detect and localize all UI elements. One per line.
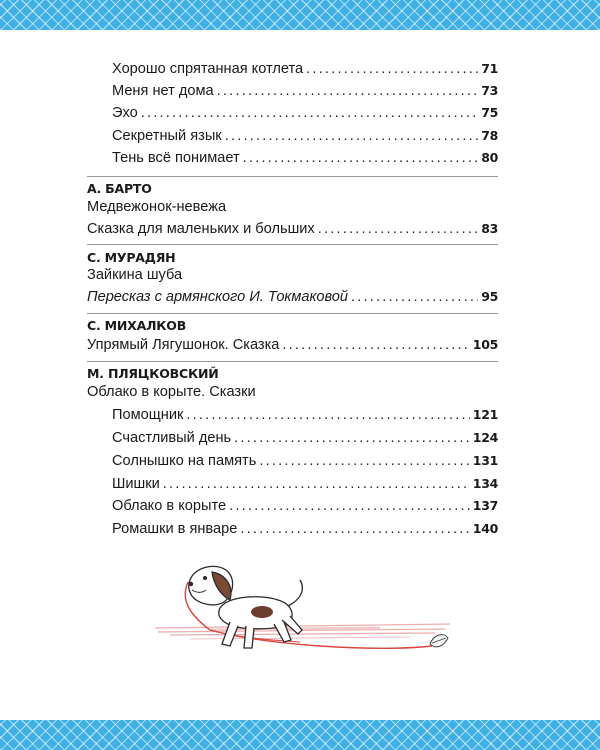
toc-leader-dots — [229, 495, 470, 517]
author-name: М. ПЛЯЦКОВСКИЙ — [87, 366, 219, 381]
toc-leader-dots — [163, 473, 470, 495]
toc-entry-page: 131 — [472, 453, 498, 468]
toc-entry[interactable] — [87, 450, 498, 472]
toc-entry[interactable] — [87, 102, 498, 124]
toc-entry-title: Секретный язык — [112, 128, 222, 144]
toc-leader-dots — [351, 286, 478, 308]
toc-leader-dots — [282, 334, 469, 356]
toc-entry[interactable] — [87, 404, 498, 426]
toc-entry-title: Счастливый день — [112, 430, 232, 446]
toc-entry-title: Зайкина шуба — [87, 267, 183, 283]
toc-entry[interactable] — [87, 218, 498, 240]
toc-leader-dots — [141, 102, 478, 124]
toc-entry-page: 83 — [481, 221, 498, 236]
toc-entry-page: 80 — [481, 150, 498, 165]
toc-entry-page: 124 — [472, 430, 498, 445]
toc-entry-title: Солнышко на память — [112, 453, 257, 469]
toc-entry-page: 95 — [481, 289, 498, 304]
toc-leader-dots — [234, 427, 470, 449]
toc-collection-title — [87, 264, 498, 286]
toc-entry-page: 140 — [472, 521, 498, 536]
toc-entry-title: Меня нет дома — [112, 83, 214, 99]
puppy-spot — [251, 606, 273, 618]
toc-entry[interactable] — [87, 334, 498, 356]
toc-entry-title: Сказка для маленьких и больших — [87, 221, 315, 237]
toc-entry-title: Облако в корыте — [112, 498, 227, 514]
toc-entry-title: Облако в корыте. Сказки — [87, 384, 256, 400]
toc-entry-page: 71 — [481, 61, 498, 76]
toc-entry[interactable] — [87, 473, 498, 495]
toc-entry[interactable] — [87, 427, 498, 449]
toc-entry[interactable] — [87, 125, 498, 147]
toc-leader-dots — [259, 450, 469, 472]
toc-entry-title: Упрямый Лягушонок. Сказка — [87, 337, 280, 353]
toc-entry-page: 105 — [472, 337, 498, 352]
toc-entry-page: 75 — [481, 105, 498, 120]
toc-leader-dots — [217, 80, 479, 102]
puppy-eye — [203, 576, 207, 580]
toc-entry-page: 73 — [481, 83, 498, 98]
section-divider — [87, 176, 498, 177]
leaf-icon — [430, 635, 448, 647]
toc-entry-title: Тень всё понимает — [112, 150, 240, 166]
toc-entry[interactable] — [87, 58, 498, 80]
toc-entry[interactable] — [87, 286, 498, 308]
top-decorative-band — [0, 0, 600, 30]
puppy-nose — [189, 582, 193, 586]
toc-leader-dots — [186, 404, 469, 426]
toc-entry-title: Пересказ с армянского И. Токмаковой — [87, 289, 348, 305]
toc-entry-page: 78 — [481, 128, 498, 143]
toc-entry[interactable] — [87, 495, 498, 517]
toc-entry[interactable] — [87, 518, 498, 540]
toc-entry-page: 134 — [472, 476, 498, 491]
toc-entry-page: 137 — [472, 498, 498, 513]
section-divider — [87, 313, 498, 314]
author-name: С. МУРАДЯН — [87, 250, 176, 265]
toc-leader-dots — [225, 125, 479, 147]
toc-entry[interactable] — [87, 80, 498, 102]
floor-strokes — [155, 624, 450, 639]
toc-entry-title: Медвежонок-невежа — [87, 199, 227, 215]
toc-leader-dots — [306, 58, 478, 80]
toc-entry-title: Эхо — [112, 105, 138, 121]
author-name: А. БАРТО — [87, 181, 152, 196]
toc-collection-title — [87, 196, 498, 218]
toc-leader-dots — [240, 518, 469, 540]
bottom-decorative-band — [0, 720, 600, 750]
toc-leader-dots — [318, 218, 478, 240]
toc-entry[interactable] — [87, 147, 498, 169]
toc-entry-title: Помощник — [112, 407, 184, 423]
toc-entry-page: 121 — [472, 407, 498, 422]
author-name: С. МИХАЛКОВ — [87, 318, 187, 333]
puppy-illustration — [150, 560, 460, 670]
toc-entry-title: Шишки — [112, 476, 160, 492]
toc-leader-dots — [243, 147, 479, 169]
section-divider — [87, 361, 498, 362]
toc-entry-title: Ромашки в январе — [112, 521, 238, 537]
section-divider — [87, 244, 498, 245]
toc-collection-title — [87, 381, 498, 403]
toc-entry-title: Хорошо спрятанная котлета — [112, 61, 304, 77]
